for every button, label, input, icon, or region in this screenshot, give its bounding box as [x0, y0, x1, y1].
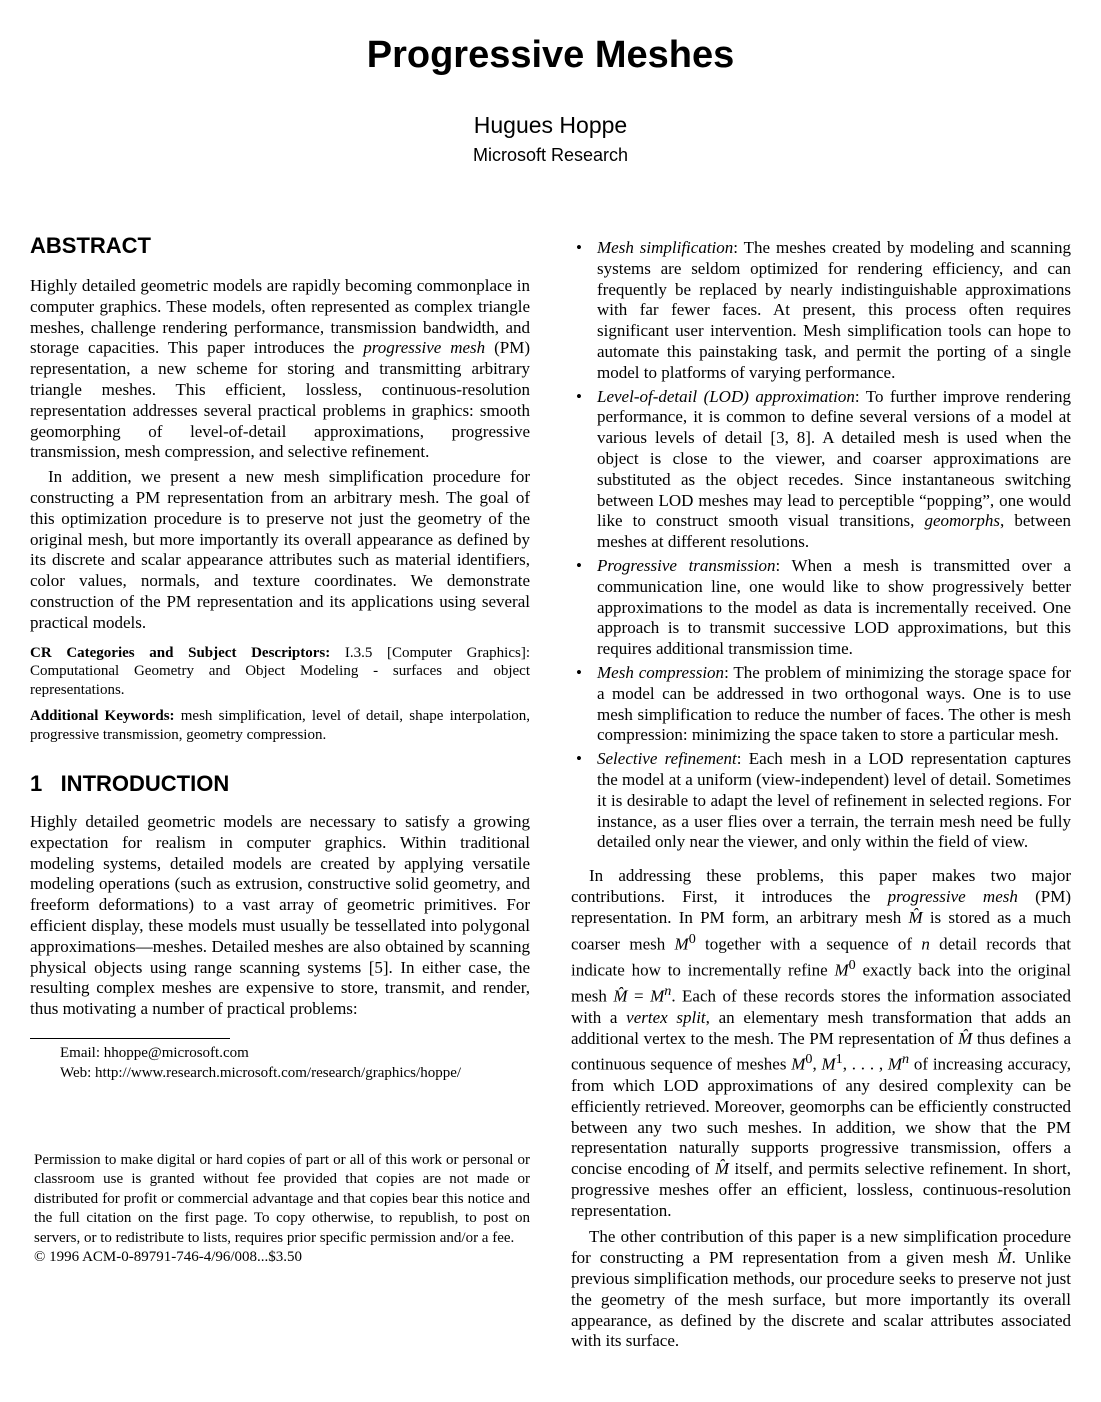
problems-list — [571, 238, 1071, 853]
bullet-icon: • — [576, 386, 582, 406]
additional-keywords: Additional Keywords: mesh simplification, level of detail, shape interpolation, progressive transmission, geometry compression. — [30, 708, 530, 743]
permission-notice: Permission to make digital or hard copies of part or all of this work or personal or classroom use is granted without fee provided that copies are not made or distributed for profit or commercial advantage and that copies bear this notice and the full citation on the first page. To copy otherwise, to republish, to post on servers, or to redistribute to lists, requires prior specific permission and/or a fee. — [34, 1152, 530, 1246]
simplification-paragraph: The other contribution of this paper is a new simplification procedure for constructing a PM representation from a given mesh M̂. Unlike previous simplification methods, our procedure seeks to preserve not just the geometry of the mesh surface, but more importantly its overall appearance, as defined by the discrete and scalar attributes associated with its surface. — [571, 1227, 1071, 1351]
cr-categories: CR Categories and Subject Descriptors: I.3.5 [Computer Graphics]: Computational Geometry and Object Modeling - surfaces and object representations. — [30, 644, 530, 698]
bullet-icon: • — [576, 238, 582, 257]
list-item-progressive-transmission: • Progressive transmission: When a mesh is transmitted over a communication line, one would like to show progressively better approximations to the model as data is incrementally received. One approach is to transmit successive LOD approximations, but this requires additional transmission time. — [576, 555, 1071, 659]
left-column — [30, 232, 530, 1267]
bullet-icon: • — [576, 749, 582, 769]
bullet-icon: • — [576, 662, 582, 682]
introduction-heading: 1 INTRODUCTION — [30, 771, 230, 797]
list-item-selective-refinement: • Selective refinement: Each mesh in a LOD representation captures the model at a uniform (view-independent) level of detail. Sometimes it is desirable to adapt the level of refinement in selected regions. For instance, as a user flies over a terrain, the terrain mesh need be fully detailed only near the viewer, and only within the field of view. — [576, 749, 1072, 852]
copyright-line: © 1996 ACM-0-89791-746-4/96/008...$3.50 — [34, 1249, 303, 1266]
contributions-paragraph: In addressing these problems, this paper makes two major contributions. First, it introduces the progressive mesh (PM) representation. In PM form, an arbitrary mesh M̂ is stored as a much coarser mesh $M^0$ together with a sequence of n detail records that indicate how to incrementally refine $M^0$ exactly back into the original mesh M̂ = $M^n$. Each of these records stores the information associated with a vertex split, an elementary mesh transformation that adds an additional vertex to the mesh. The PM representation of M̂ thus defines a continuous sequence of meshes $M^0$, $M^1$, . . . , $M^n$ of increasing accuracy, from which LOD approximations of any desired complexity can be efficiently retrieved. Moreover, geomorphs can be efficiently constructed between any two such meshes. In addition, we show that the PM representation naturally supports progressive transmission, offers a concise encoding of M̂ itself, and permits selective refinement. In short, progressive meshes offer an efficient, lossless, continuous-resolution representation. — [571, 866, 1072, 1220]
author-name: Hugues Hoppe — [473, 112, 628, 138]
introduction-paragraph-1: Highly detailed geometric models are necessary to satisfy a growing expectation for realism in computer graphics. Within traditional modeling systems, detailed models are created by applying versatile modeling operations (such as extrusion, constructive solid geometry, and freeform deformations) to a vast array of geometric primitives. For efficient display, these models must usually be tessellated into polygonal approximations—meshes. Detailed meshes are also obtained by scanning physical objects using range scanning systems [5]. In either case, the resulting complex meshes are expensive to store, transmit, and render, thus motivating a number of practical problems: — [30, 812, 530, 1019]
footnote-web: Web: http://www.research.microsoft.com/research/graphics/hoppe/ — [60, 1065, 462, 1082]
abstract-heading: ABSTRACT — [30, 233, 151, 258]
abstract-paragraph-2: In addition, we present a new mesh simplification procedure for constructing a PM representation from an arbitrary mesh. The goal of this optimization procedure is to preserve not just the geometry of the original mesh, but more importantly its overall appearance as defined by its discrete and scalar appearance attributes such as material identifiers, color values, normals, and texture coordinates. We demonstrate construction of the PM representation and its applications using several practical models. — [30, 467, 530, 632]
list-item-mesh-compression: • Mesh compression: The problem of minimizing the storage space for a model can be addressed in two orthogonal ways. One is to use mesh simplification to reduce the number of faces. The other is mesh compression: minimizing the space taken to store a particular mesh. — [576, 662, 1071, 745]
list-item-lod-approximation: • Level-of-detail (LOD) approximation: To further improve rendering performance, it is common to define several versions of a model at various levels of detail [3, 8]. A detailed mesh is used when the object is close to the viewer, and coarser approximations are substituted as the object recedes. Since instantaneous switching between LOD meshes may lead to perceptible “popping”, one would like to construct smooth visual transitions, geomorphs, between meshes at different resolutions. — [576, 386, 1071, 552]
bullet-icon: • — [576, 555, 582, 575]
abstract-paragraph-1: Highly detailed geometric models are rapidly becoming commonplace in computer graphics. These models, often represented as complex triangle meshes, challenge rendering performance, transmission bandwidth, and storage capacities. This paper introduces the progressive mesh (PM) representation, a new scheme for storing and transmitting arbitrary triangle meshes. This efficient, lossless, continuous-resolution representation addresses several practical problems in graphics: smooth geomorphing of level-of-detail approximations, progressive transmission, mesh compression, and selective refinement. — [30, 276, 530, 462]
footnote-email: Email: hhoppe@microsoft.com — [60, 1045, 249, 1062]
list-item-mesh-simplification: • Mesh simplification: The meshes created by modeling and scanning systems are seldom optimized for rendering efficiency, and can frequently be replaced by nearly indistinguishable approximations with far fewer faces. At present, this process often requires significant user intervention. Mesh simplification tools can hope to automate this painstaking task, and permit the porting of a single model to platforms of varying performance. — [576, 238, 1071, 382]
author-affiliation: Microsoft Research — [472, 145, 629, 165]
right-column — [571, 238, 1071, 1352]
paper-title: Progressive Meshes — [366, 34, 735, 76]
